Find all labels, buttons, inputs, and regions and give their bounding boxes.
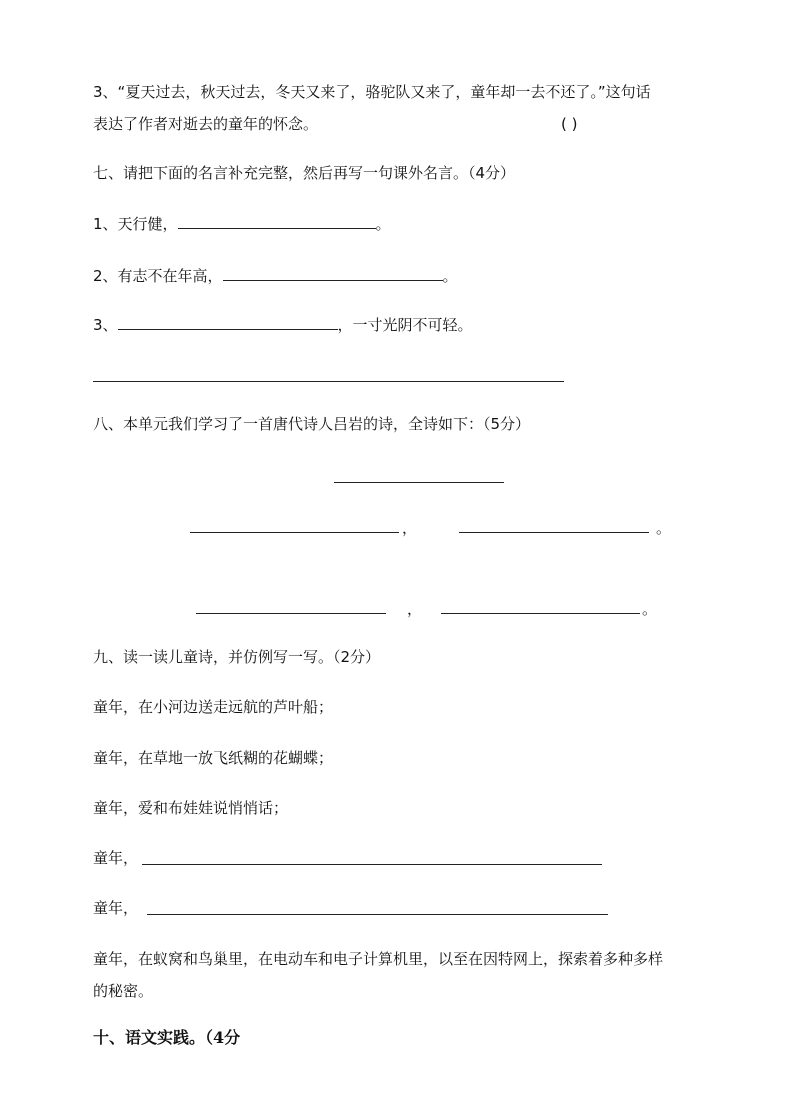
- quote-1-prefix: 1、天行健，: [93, 215, 178, 233]
- poem-line-1-comma: ，: [402, 519, 418, 537]
- quote-3: [93, 315, 473, 335]
- poem9-line-4-blank[interactable]: [142, 864, 602, 865]
- quote-2-suffix: 。: [442, 267, 458, 285]
- quote-1-suffix: 。: [375, 215, 391, 233]
- section-10-title: 十、语文实践。（4分: [93, 1028, 241, 1047]
- poem-line-3-blank[interactable]: [196, 613, 386, 614]
- poem-line-1-blank[interactable]: [190, 532, 399, 533]
- poem-line-4-blank[interactable]: [441, 613, 640, 614]
- poem9-line-6a: 童年，在蚁窝和鸟巢里，在电动车和电子计算机里，以至在因特网上，探索着多种多样: [93, 950, 664, 968]
- quote-2-prefix: 2、有志不在年高，: [93, 267, 223, 285]
- poem9-line-5-blank[interactable]: [147, 914, 608, 915]
- poem9-line-1: 童年，在小河边送走远航的芦叶船；: [93, 698, 334, 716]
- poem-line-3-comma: ，: [407, 600, 423, 618]
- q3-line-2: [93, 114, 318, 134]
- quote-3-blank[interactable]: [118, 315, 338, 330]
- quote-2: [93, 266, 458, 286]
- poem-line-2-period: 。: [656, 519, 672, 537]
- poem9-line-6b: 的秘密。: [93, 982, 154, 1000]
- section-8-title: 八、本单元我们学习了一首唐代诗人吕岩的诗，全诗如下：（5分）: [93, 415, 531, 433]
- poem9-line-4-label: 童年，: [93, 849, 139, 867]
- poem9-line-5-label: 童年，: [93, 899, 139, 917]
- section-9-title: 九、读一读儿童诗，并仿例写一写。（2分）: [93, 648, 381, 666]
- quote-2-blank[interactable]: [223, 266, 443, 281]
- q3-statement: 表达了作者对逝去的童年的怀念。: [93, 115, 319, 133]
- poem-line-4-period: 。: [642, 600, 658, 618]
- quote-1: [93, 214, 391, 234]
- quote-3-prefix: 3、: [93, 316, 118, 334]
- quote-3-suffix: ，一寸光阴不可轻。: [337, 316, 473, 334]
- poem9-line-2: 童年，在草地一放飞纸糊的花蝴蝶；: [93, 749, 334, 767]
- q3-answer-parens[interactable]: ( ): [561, 115, 578, 133]
- q3-line-1: 3、“夏天过去，秋天过去，冬天又来了，骆驼队又来了，童年却一去不还了。”这句话: [93, 83, 651, 101]
- poem-title-blank[interactable]: [334, 482, 504, 483]
- poem-line-2-blank[interactable]: [459, 532, 649, 533]
- quote-1-blank[interactable]: [178, 214, 376, 229]
- section-7-title: 七、请把下面的名言补充完整，然后再写一句课外名言。（4分）: [93, 164, 516, 182]
- extra-quote-blank[interactable]: [93, 381, 564, 382]
- poem9-line-3: 童年，爱和布娃娃说悄悄话；: [93, 799, 289, 817]
